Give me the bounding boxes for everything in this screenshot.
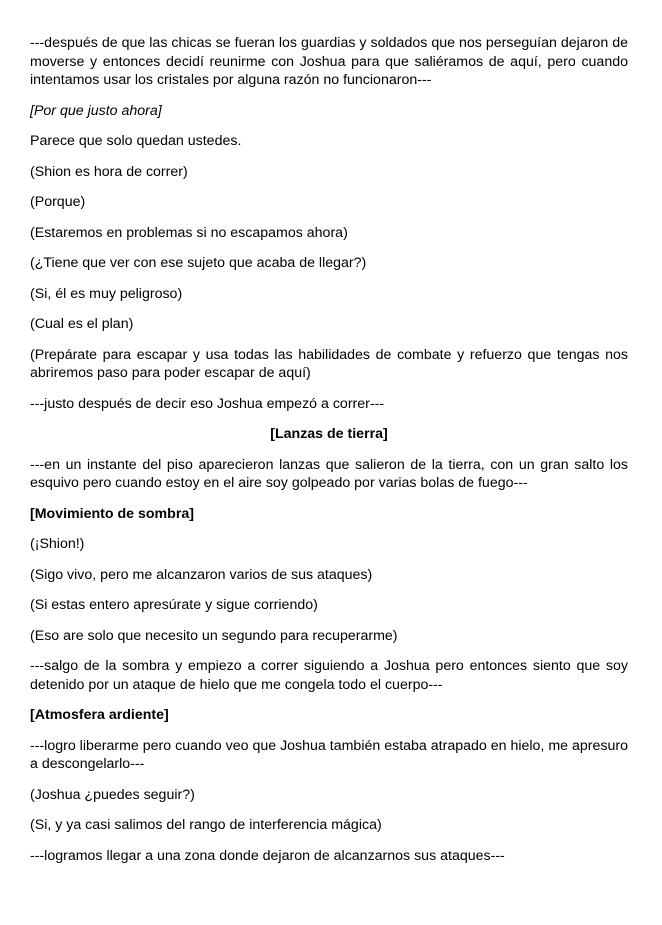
narration-paragraph: ---salgo de la sombra y empiezo a correr siguiendo a Joshua pero entonces siento que soy detenido por un ataque de hielo que me congela todo el cuerpo---: [30, 658, 628, 693]
narration-paragraph: ---justo después de decir eso Joshua empezó a correr---: [30, 395, 385, 412]
dialogue-line: (Eso are solo que necesito un segundo para recuperarme): [30, 627, 398, 644]
dialogue-line: (Shion es hora de correr): [30, 163, 188, 180]
narration-paragraph: ---en un instante del piso aparecieron lanzas que salieron de la tierra, con un gran salto los esquivo pero cuando estoy en el aire soy golpeado por varias bolas de fuego---: [30, 456, 628, 491]
thought-line: [Por que justo ahora]: [30, 102, 162, 119]
narration-paragraph: ---después de que las chicas se fueran los guardias y soldados que nos perseguían dejaron de moverse y entonces decidí reunirme con Joshua para que saliéramos de aquí, pero cuando intentamos usar los cristales por alguna razón no funcionaron---: [30, 35, 628, 88]
dialogue-line: (Cual es el plan): [30, 316, 134, 332]
narration-paragraph: ---logro liberarme pero cuando veo que Joshua también estaba atrapado en hielo, me apresuro a descongelarlo---: [30, 737, 628, 772]
dialogue-line: (Joshua ¿puedes seguir?): [30, 786, 195, 803]
narration-paragraph: ---logramos llegar a una zona donde dejaron de alcanzarnos sus ataques---: [30, 847, 505, 864]
dialogue-line: (Si, él es muy peligroso): [30, 285, 183, 302]
dialogue-line: (Si, y ya casi salimos del rango de interferencia mágica): [30, 817, 382, 833]
dialogue-line: (Prepárate para escapar y usa todas las habilidades de combate y refuerzo que tengas nos abriremos paso para poder escapar de aquí): [30, 346, 628, 381]
skill-heading: [Lanzas de tierra]: [270, 426, 388, 442]
skill-heading: [Movimiento de sombra]: [30, 505, 194, 522]
skill-heading: [Atmosfera ardiente]: [30, 707, 169, 723]
dialogue-line: Parece que solo quedan ustedes.: [30, 133, 242, 149]
document-page: [30, 34, 628, 877]
dialogue-line: (¡Shion!): [30, 536, 85, 552]
dialogue-line: (Si estas entero apresúrate y sigue corriendo): [30, 597, 318, 613]
dialogue-line: (Sigo vivo, pero me alcanzaron varios de sus ataques): [30, 566, 373, 583]
dialogue-line: (¿Tiene que ver con ese sujeto que acaba de llegar?): [30, 255, 367, 271]
dialogue-line: (Porque): [30, 194, 86, 210]
dialogue-line: (Estaremos en problemas si no escapamos ahora): [30, 224, 348, 241]
